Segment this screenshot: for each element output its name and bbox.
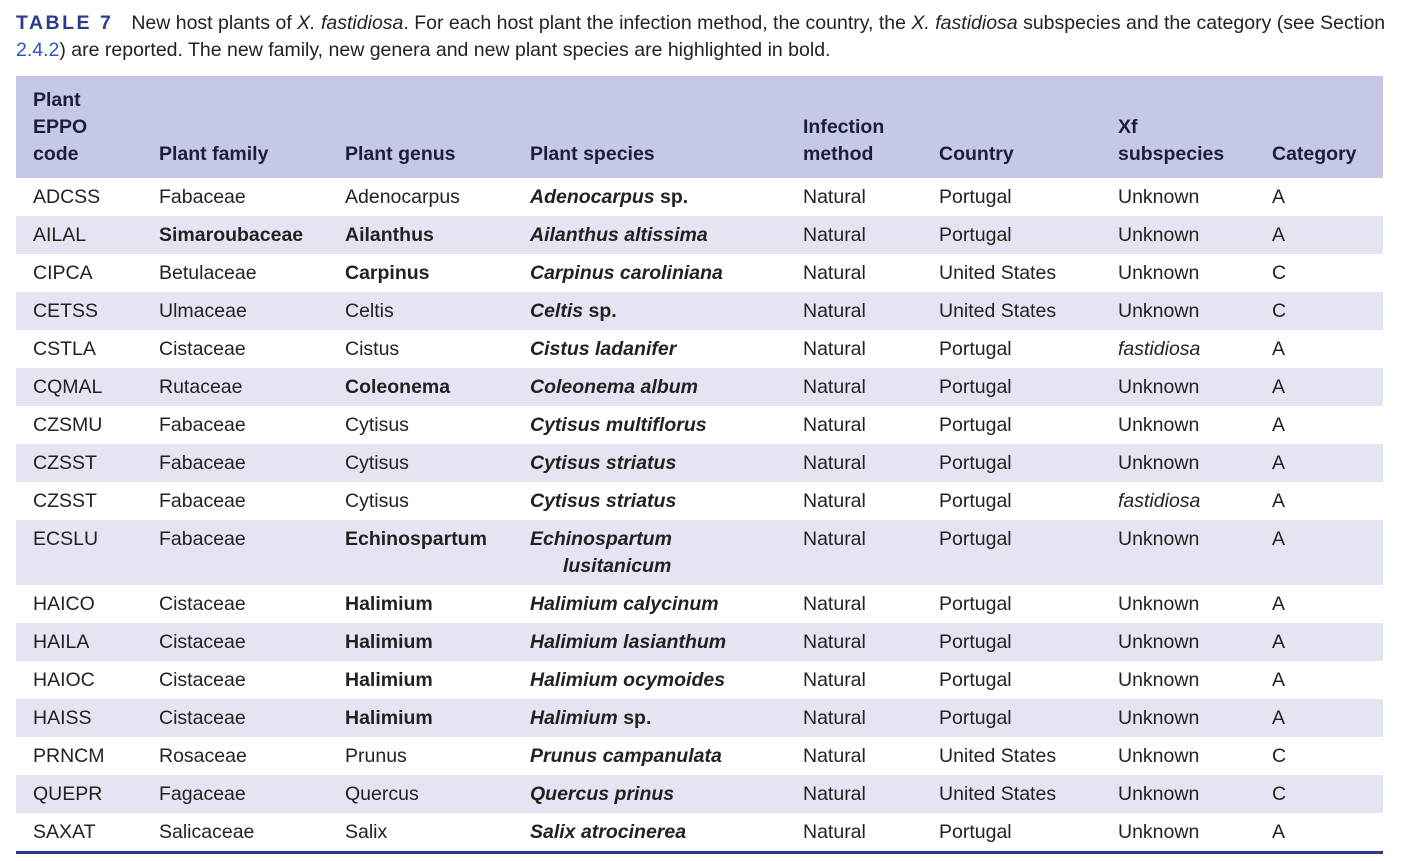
cell-plant-species (513, 444, 786, 482)
cell-infection-method: Natural (803, 262, 866, 284)
cell-plant-genus: Halimium (345, 593, 433, 615)
cell-plant-family: Fagaceae (159, 783, 246, 805)
cell-plant-family: Betulaceae (159, 262, 257, 284)
table-header-row (16, 76, 1383, 178)
cell-country: Portugal (939, 669, 1012, 691)
cell-plant-species (513, 737, 786, 775)
cell-plant-genus: Cytisus (345, 414, 409, 436)
cell-xf-subspecies: Unknown (1118, 262, 1200, 284)
cell-plant-genus: Carpinus (345, 262, 430, 284)
cell-country: Portugal (939, 186, 1012, 208)
table-caption (16, 10, 1386, 64)
cell-plant-genus: Celtis (345, 300, 394, 322)
cell-plant-family: Rutaceae (159, 376, 243, 398)
cell-plant-genus: Ailanthus (345, 224, 434, 246)
cell-xf-subspecies: Unknown (1118, 745, 1200, 767)
cell-country: Portugal (939, 414, 1012, 436)
table-row (16, 368, 1383, 406)
cell-plant-family: Fabaceae (159, 414, 246, 436)
cell-plant-genus: Echinospartum (345, 528, 487, 550)
table-row (16, 813, 1383, 853)
cell-category: C (1272, 262, 1287, 284)
cell-infection-method: Natural (803, 593, 866, 615)
cell-infection-method: Natural (803, 300, 866, 322)
cell-country: United States (939, 300, 1057, 322)
cell-eppo-code: CIPCA (33, 262, 93, 284)
species-name: Cytisus multiflorus (530, 414, 707, 436)
cell-category: A (1272, 528, 1286, 550)
cell-country: Portugal (939, 224, 1012, 246)
species-name: Cistus ladanifer (530, 338, 677, 360)
cell-eppo-code: CETSS (33, 300, 99, 322)
cell-plant-family: Fabaceae (159, 452, 246, 474)
section-link[interactable]: 2.4.2 (16, 39, 60, 61)
cell-plant-species (513, 178, 786, 216)
cell-xf-subspecies: Unknown (1118, 707, 1200, 729)
cell-plant-family: Fabaceae (159, 186, 246, 208)
table-row (16, 699, 1383, 737)
cell-country: United States (939, 783, 1057, 805)
cell-plant-genus: Adenocarpus (345, 186, 460, 208)
table-row (16, 406, 1383, 444)
species-name: Cytisus striatus (530, 490, 677, 512)
caption-text: subspecies and the category (see Section (1017, 12, 1386, 34)
cell-infection-method: Natural (803, 490, 866, 512)
cell-country: Portugal (939, 452, 1012, 474)
cell-category: A (1272, 593, 1286, 615)
cell-infection-method: Natural (803, 821, 866, 843)
cell-eppo-code: HAISS (33, 707, 92, 729)
header-eppo-code: Plant EPPO code (33, 89, 88, 165)
table-label: TABLE 7 (16, 12, 114, 34)
species-name: Halimium calycinum (530, 593, 719, 615)
cell-xf-subspecies: Unknown (1118, 224, 1200, 246)
cell-eppo-code: CZSMU (33, 414, 103, 436)
cell-xf-subspecies: Unknown (1118, 669, 1200, 691)
cell-plant-family: Salicaceae (159, 821, 255, 843)
cell-xf-subspecies: Unknown (1118, 452, 1200, 474)
cell-xf-subspecies: Unknown (1118, 528, 1200, 550)
table-row (16, 178, 1383, 216)
cell-xf-subspecies: Unknown (1118, 300, 1200, 322)
species-name: Quercus prinus (530, 783, 675, 805)
cell-plant-species (513, 813, 786, 853)
cell-plant-family: Fabaceae (159, 528, 246, 550)
cell-plant-species (513, 482, 786, 520)
cell-category: C (1272, 300, 1287, 322)
cell-country: Portugal (939, 593, 1012, 615)
species-name: Halimium ocymoides (530, 669, 726, 691)
table-row (16, 623, 1383, 661)
cell-eppo-code: PRNCM (33, 745, 105, 767)
cell-plant-genus: Halimium (345, 631, 433, 653)
cell-plant-family: Cistaceae (159, 669, 246, 691)
cell-plant-species (513, 330, 786, 368)
cell-plant-species (513, 585, 786, 623)
cell-infection-method: Natural (803, 745, 866, 767)
cell-eppo-code: CQMAL (33, 376, 103, 398)
header-country: Country (939, 143, 1014, 165)
cell-category: A (1272, 224, 1286, 246)
cell-xf-subspecies: Unknown (1118, 593, 1200, 615)
cell-plant-family: Cistaceae (159, 631, 246, 653)
cell-plant-genus: Coleonema (345, 376, 451, 398)
cell-category: A (1272, 338, 1286, 360)
cell-infection-method: Natural (803, 783, 866, 805)
table-row (16, 444, 1383, 482)
species-name: Cytisus striatus (530, 452, 677, 474)
cell-infection-method: Natural (803, 224, 866, 246)
species-name: Halimium lasianthum (530, 631, 727, 653)
cell-infection-method: Natural (803, 452, 866, 474)
cell-country: United States (939, 745, 1057, 767)
cell-xf-subspecies: Unknown (1118, 186, 1200, 208)
cell-eppo-code: HAIOC (33, 669, 95, 691)
cell-plant-genus: Cistus (345, 338, 400, 360)
cell-category: C (1272, 783, 1287, 805)
cell-plant-species (513, 623, 786, 661)
cell-category: A (1272, 707, 1286, 729)
cell-eppo-code: CSTLA (33, 338, 96, 360)
cell-country: Portugal (939, 821, 1012, 843)
species-name-line2: lusitanicum (563, 555, 672, 577)
cell-category: A (1272, 631, 1286, 653)
cell-eppo-code: HAICO (33, 593, 95, 615)
species-suffix: sp. (654, 186, 689, 208)
species-name: Halimium (530, 707, 618, 729)
cell-country: Portugal (939, 338, 1012, 360)
species-name: Adenocarpus (530, 186, 655, 208)
table-row (16, 585, 1383, 623)
cell-plant-species (513, 368, 786, 406)
table-row (16, 775, 1383, 813)
table-row (16, 216, 1383, 254)
cell-eppo-code: ECSLU (33, 528, 99, 550)
cell-category: C (1272, 745, 1287, 767)
caption-text: ) are reported. The new family, new genera and new plant species are highlighted in bold. (59, 39, 831, 61)
cell-infection-method: Natural (803, 376, 866, 398)
cell-xf-subspecies: Unknown (1118, 376, 1200, 398)
cell-plant-species (513, 216, 786, 254)
cell-eppo-code: QUEPR (33, 783, 103, 805)
cell-plant-species (513, 254, 786, 292)
cell-infection-method: Natural (803, 338, 866, 360)
cell-plant-species (513, 699, 786, 737)
cell-country: Portugal (939, 528, 1012, 550)
cell-plant-species (513, 406, 786, 444)
header-plant-species: Plant species (530, 143, 655, 165)
cell-infection-method: Natural (803, 707, 866, 729)
cell-eppo-code: CZSST (33, 452, 97, 474)
cell-xf-subspecies: Unknown (1118, 631, 1200, 653)
species-suffix: sp. (617, 707, 652, 729)
species-name: Echinospartum (530, 528, 672, 550)
species-name: Prunus campanulata (530, 745, 722, 767)
header-category: Category (1272, 143, 1357, 165)
cell-country: United States (939, 262, 1057, 284)
cell-category: A (1272, 821, 1286, 843)
cell-xf-subspecies: fastidiosa (1118, 338, 1201, 360)
header-plant-family: Plant family (159, 143, 269, 165)
caption-italic: X. fastidiosa (297, 12, 404, 34)
cell-category: A (1272, 186, 1286, 208)
cell-category: A (1272, 414, 1286, 436)
cell-eppo-code: HAILA (33, 631, 90, 653)
species-name: Carpinus caroliniana (530, 262, 723, 284)
cell-plant-genus: Halimium (345, 669, 433, 691)
table-row (16, 737, 1383, 775)
cell-xf-subspecies: Unknown (1118, 414, 1200, 436)
header-plant-genus: Plant genus (345, 143, 456, 165)
cell-eppo-code: AILAL (33, 224, 87, 246)
cell-xf-subspecies: Unknown (1118, 821, 1200, 843)
host-plants-table (16, 76, 1383, 854)
table-row (16, 254, 1383, 292)
cell-plant-genus: Prunus (345, 745, 407, 767)
cell-category: A (1272, 376, 1286, 398)
table-row (16, 520, 1383, 585)
cell-plant-genus: Salix (345, 821, 388, 843)
table-row (16, 661, 1383, 699)
cell-plant-genus: Quercus (345, 783, 419, 805)
cell-infection-method: Natural (803, 669, 866, 691)
cell-plant-family: Cistaceae (159, 593, 246, 615)
cell-plant-family: Simaroubaceae (159, 224, 304, 246)
table-row (16, 482, 1383, 520)
species-name: Salix atrocinerea (530, 821, 687, 843)
table-row (16, 330, 1383, 368)
cell-plant-family: Cistaceae (159, 707, 246, 729)
cell-plant-genus: Cytisus (345, 452, 409, 474)
species-name: Ailanthus altissima (530, 224, 708, 246)
header-xf-subspecies: Xf subspecies (1118, 116, 1225, 165)
caption-text: New host plants of (131, 12, 298, 34)
caption-text: . For each host plant the infection method, the country, the (403, 12, 912, 34)
species-name: Celtis (530, 300, 584, 322)
cell-plant-genus: Halimium (345, 707, 433, 729)
cell-eppo-code: ADCSS (33, 186, 101, 208)
cell-plant-family: Ulmaceae (159, 300, 247, 322)
cell-eppo-code: CZSST (33, 490, 97, 512)
cell-category: A (1272, 452, 1286, 474)
cell-infection-method: Natural (803, 528, 866, 550)
cell-category: A (1272, 490, 1286, 512)
cell-plant-species (513, 520, 786, 585)
cell-plant-genus: Cytisus (345, 490, 409, 512)
cell-plant-species (513, 661, 786, 699)
cell-country: Portugal (939, 707, 1012, 729)
cell-infection-method: Natural (803, 414, 866, 436)
cell-infection-method: Natural (803, 631, 866, 653)
cell-country: Portugal (939, 631, 1012, 653)
header-infection-method: Infection method (803, 116, 885, 165)
cell-eppo-code: SAXAT (33, 821, 96, 843)
cell-country: Portugal (939, 376, 1012, 398)
cell-country: Portugal (939, 490, 1012, 512)
cell-plant-species (513, 775, 786, 813)
species-suffix: sp. (583, 300, 617, 322)
cell-plant-family: Fabaceae (159, 490, 246, 512)
table-row (16, 292, 1383, 330)
cell-xf-subspecies: Unknown (1118, 783, 1200, 805)
cell-xf-subspecies: fastidiosa (1118, 490, 1201, 512)
cell-plant-species (513, 292, 786, 330)
species-name: Coleonema album (530, 376, 698, 398)
cell-infection-method: Natural (803, 186, 866, 208)
caption-italic: X. fastidiosa (911, 12, 1018, 34)
cell-category: A (1272, 669, 1286, 691)
cell-plant-family: Cistaceae (159, 338, 246, 360)
cell-plant-family: Rosaceae (159, 745, 247, 767)
